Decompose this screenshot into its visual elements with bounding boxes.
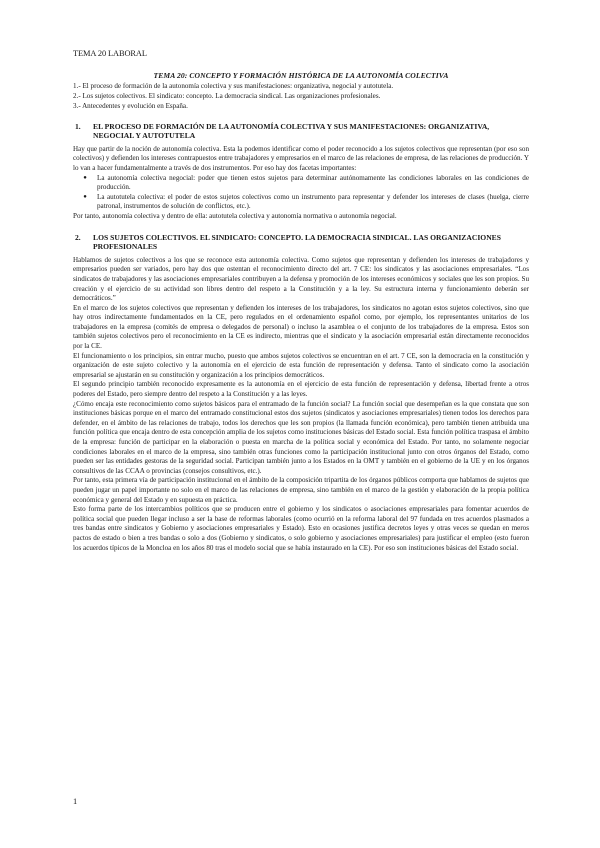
section-1-heading <box>73 122 529 141</box>
paragraph: Por tanto, esta primera vía de participación institucional en el ámbito de la composición tripartita de los órganos públicos comporta que hablamos de sujetos que pueden jugar un papel importante no solo en el marco de las relaciones de empresa, sino también en el marco de la gestión y elaboración de la propia política económica y general del Estado y en supuesta en práctica. <box>73 476 529 504</box>
toc-item: 3.- Antecedentes y evolución en España. <box>73 101 188 110</box>
bullet-icon: ● <box>83 193 87 200</box>
toc-item: 2.- Los sujetos colectivos. El sindicato: concepto. La democracia sindical. Las organizaciones profesionales. <box>73 91 381 100</box>
paragraph: El segundo principio también reconocido expresamente es la autonomía en el ejercicio de esta función de representación y defensa, libertad frente a otros poderes del Estado, pero siempre dentro del respeto a la Constitución y a las leyes. <box>73 380 529 399</box>
section-title: EL PROCESO DE FORMACIÓN DE LA AUTONOMÍA COLECTIVA Y SUS MANIFESTACIONES: ORGANIZATIVA, NEGOCIAL Y AUTOTUTELA <box>93 121 490 141</box>
bullet-list <box>73 174 529 212</box>
list-item-text: La autonomía colectiva negocial: poder que tienen estos sujetos para determinar autónomamente las condiciones laborales en las condiciones de producción. <box>97 173 529 192</box>
paragraph: Esto forma parte de los intercambios políticos que se producen entre el gobierno y los sindicatos o asociaciones empresariales para fomentar acuerdos de política social que pueden llegar incluso a ser la base de reformas laborales (como ocurrió en la reforma laboral del 97 fundada en tres acuerdos plasmados a tres bandas entre sindicatos y Gobierno y asociaciones empresariales y Estado). Esto en ocasiones justifica decretos leyes y otras veces se quedan en meros pactos de estado o bien a tres bandas o solo a dos (Gobierno y sindicatos, o solo gobierno y asociaciones empresariales) para justificar el empleo (esto fueron los acuerdos típicos de la Moncloa en los años 80 tras el modelo social que se había instaurado en la CE). Por eso son instituciones básicas del Estado social. <box>73 505 529 552</box>
list-item <box>73 174 529 193</box>
table-of-contents <box>73 81 529 111</box>
section-number: 1. <box>75 121 81 131</box>
toc-item: 1.- El proceso de formación de la autonomía colectiva y sus manifestaciones: organizativa, negocial y autotutela. <box>73 81 394 90</box>
paragraph: El funcionamiento o los principios, sin entrar mucho, puesto que ambos sujetos colectivos se encuentran en el art. 7 CE, son la democracia en la constitución y organización de este sujeto colectivo y la autonomía en el ejercicio de esta función de representación y defensa. Tanto el sindicato como la asociación empresarial se ajustarán en su constitución y organización a los principios democráticos. <box>73 351 529 379</box>
page-header: TEMA 20 LABORAL <box>73 49 147 58</box>
section-number: 2. <box>75 232 81 242</box>
document-body <box>73 71 529 553</box>
paragraph: ¿Cómo encaja este reconocimiento como sujetos básicos para el entramado de la función social? La función social que desempeñan es la que constata que son instituciones básicas porque en el marco del entramado constitucional estos dos sujetos (sindicatos y asociaciones empresariales) tienen todos los derechos para defender, en el ámbito de las relaciones de trabajo, todos los derechos que les son propios (la llamada función económica), pero también tienen atribuida una función política que encaja dentro de esta concepción amplia de los sujetos como instituciones básicas del Estado social. Esta función política traspasa el ámbito de la empresa: función de participar en la elaboración o puesta en marcha de la política social y económica del Estado. Por tanto, no solamente negociar condiciones laborales en el marco de la empresa, sino también otras funciones como la participación institucional junto con otros órganos del Estado, como pueden ser las entidades gestoras de la seguridad social. Participan también junto a los Estados en la OMT y también en el gobierno de la UE y en los órganos consultivos de las CCAA o provincias (consejos consultivos, etc.). <box>73 399 529 475</box>
section-2-heading <box>73 233 529 252</box>
paragraph: Hay que partir de la noción de autonomía colectiva. Esta la podemos identificar como el poder reconocido a los sujetos colectivos que representan (por eso son colectivos) y defienden los intereses contrapuestos entre trabajadores y empresarios en el marco de las relaciones de empresa, de las relaciones de producción. Y lo van a hacer fundamentalmente a través de dos instrumentos. Por eso hay dos facetas importantes: <box>73 144 529 172</box>
document-title: TEMA 20: CONCEPTO Y FORMACIÓN HISTÓRICA DE LA AUTONOMÍA COLECTIVA <box>153 71 449 80</box>
page-number: 1 <box>73 797 78 806</box>
section-title: LOS SUJETOS COLECTIVOS. EL SINDICATO: CONCEPTO. LA DEMOCRACIA SINDICAL. LAS ORGANIZACIONES PROFESIONALES <box>93 232 501 252</box>
paragraph: En el marco de los sujetos colectivos que representan y defienden los intereses de los trabajadores, los sindicatos no agotan estos sujetos colectivos, sino que hay otros indirectamente fundamentados en la CE, pero regulados en el ordenamiento español como, por ejemplo, los representantes unitarios de los trabajadores en la empresa (comités de empresa o delegados de personal) o incluso la asamblea o el conjunto de los trabajadores de la empresa. Estos son también sujetos colectivos pero el reconocimiento en la CE es indirecto, mientras que el sindicato y la asociación empresarial están directamente reconocidos por la CE. <box>73 303 529 351</box>
bullet-icon: ● <box>83 174 87 181</box>
list-item <box>73 193 529 212</box>
paragraph: Hablamos de sujetos colectivos a los que se reconoce esta autonomía colectiva. Como sujetos que representan y defienden los intereses de trabajadores y empresarios pueden ser variados, pero hay dos que ostentan el reconocimiento directo del art. 7 CE: los sindicatos y las asociaciones empresariales. “Los sindicatos de trabajadores y las asociaciones empresariales contribuyen a la defensa y promoción de los intereses económicos y sociales que les son propios. Su creación y el ejercicio de su actividad son libres dentro del respeto a la Constitución y a la ley. Su estructura interna y funcionamiento deberán ser democráticos.” <box>73 255 529 303</box>
paragraph: Por tanto, autonomía colectiva y dentro de ella: autotutela colectiva y autonomía normativa o autonomía negocial. <box>73 211 397 220</box>
list-item-text: La autotutela colectiva: el poder de estos sujetos colectivos como un instrumento para representar y defender los intereses de clases (huelga, cierre patronal, instrumentos de solución de conflictos, etc.). <box>97 192 529 211</box>
